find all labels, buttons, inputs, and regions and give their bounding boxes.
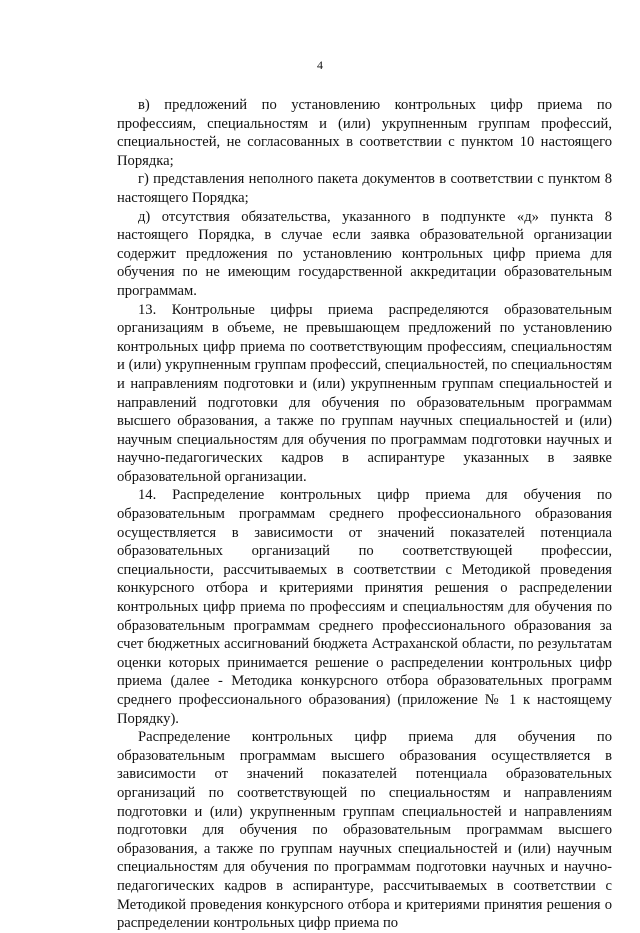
paragraph-item-g: г) представления неполного пакета документов в соответствии с пунктом 8 настоящего Порядка; — [117, 171, 612, 206]
paragraph-higher-education: Распределение контрольных цифр приема для обучения по образовательным программам высшего образования осуществляется в зависимости от значений показателей потенциала образовательных организаций по соответствующей по специальностям и направлениям подготовки и (или) укрупненным группам специальностей и направлениям подготовки для обучения по образовательным программам высшего образования, а также по группам научных специальностей и (или) научным специальностям для обучения по программам подготовки научных и научно-педагогических кадров в аспирантуре, рассчитываемых в соответствии с Методикой проведения конкурсного отбора и критериями принятия решения о распределении контрольных цифр приема по — [117, 729, 612, 932]
paragraph-item-v: в) предложений по установлению контрольных цифр приема по профессиям, специальностям и (или) укрупненным группам профессий, специальностей, не согласованных в соответствии с пунктом 10 настоящего Порядка; — [117, 97, 612, 169]
paragraph-clause-13: 13. Контрольные цифры приема распределяются образовательным организациям в объеме, не превышающем предложений по установлению контрольных цифр приема по соответствующим профессиям, специальностям и (или) укрупненным группам профессий, специальностей, по специальностям и направлениям подготовки и (или) укрупненным группам специальностей и направлений подготовки для обучения по образовательным программам высшего образования, а также по группам научных специальностей и (или) научным специальностям для обучения по программам подготовки научных и научно-педагогических кадров в аспирантуре указанных в заявке образовательной организации. — [117, 301, 612, 485]
paragraph-item-d: д) отсутствия обязательства, указанного в подпункте «д» пункта 8 настоящего Порядка, в случае если заявка образовательной организации содержит предложения по установлению контрольных цифр приема для обучения по не имеющим государственной аккредитации образовательным программам. — [117, 208, 612, 299]
document-body — [117, 96, 612, 933]
paragraph-clause-14: 14. Распределение контрольных цифр приема для обучения по образовательным программам среднего профессионального образования осуществляется в зависимости от значений показателей потенциала образовательных организаций по соответствующей профессии, специальности, рассчитываемых в соответствии с Методикой проведения конкурсного отбора и критериями принятия решения о распределении контрольных цифр приема по профессиям и специальностям для обучения по образовательным программам среднего профессионального образования за счет бюджетных ассигнований бюджета Астраханской области, по результатам оценки которых принимается решение о распределении контрольных цифр приема (далее - Методика конкурсного отбора образовательных программ среднего профессионального образования) (приложение № 1 к настоящему Порядку). — [117, 487, 612, 727]
page-number: 4 — [317, 58, 323, 72]
